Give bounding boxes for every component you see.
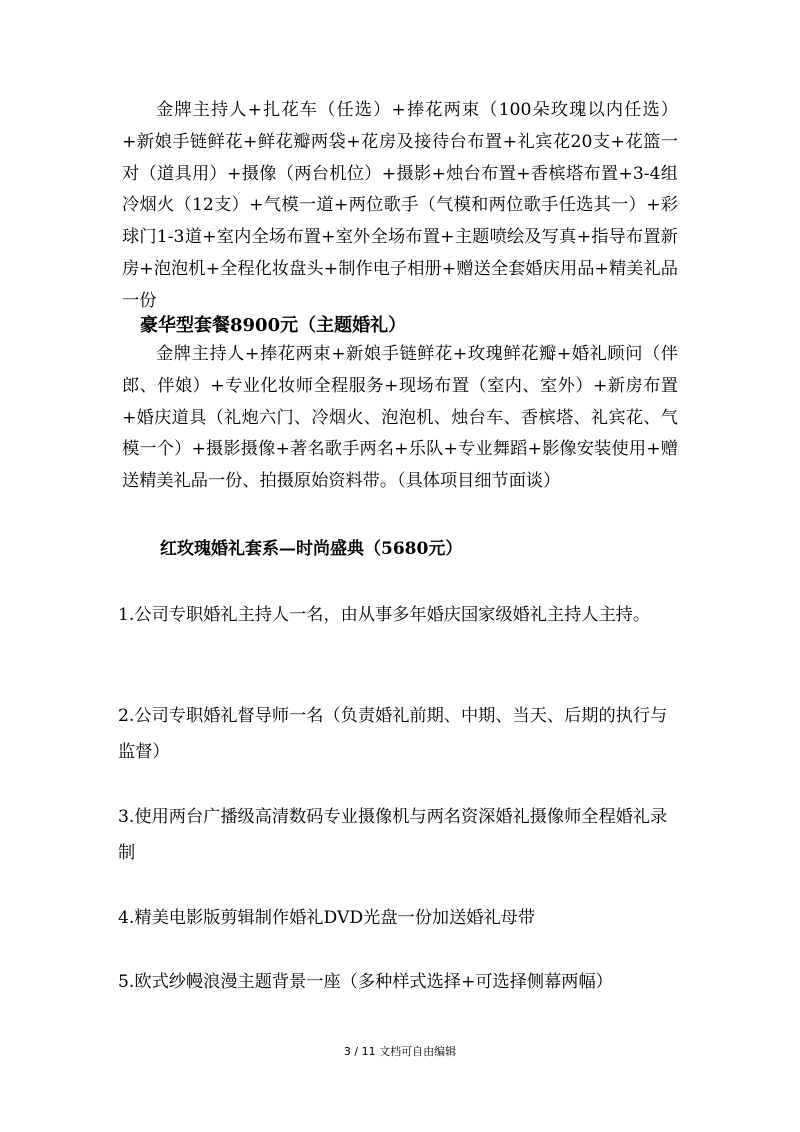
list-item: 2.公司专职婚礼督导师一名（负责婚礼前期、中期、当天、后期的执行与监督） — [118, 706, 668, 762]
list-item: 4.精美电影版剪辑制作婚礼DVD光盘一份加送婚礼母带 — [118, 908, 536, 928]
list-item: 1.公司专职婚礼主持人一名，由从事多年婚庆国家级婚礼主持人主持。 — [118, 605, 651, 625]
luxury-package-paragraph: 金牌主持人+捧花两束+新娘手链鲜花+玫瑰鲜花瓣+婚礼顾问（伴郎、伴娘）+专业化妆师全程服务+现场布置（室内、室外）+新房布置+婚庆道具（礼炮六门、冷烟火、泡泡机、烛台车、香槟塔、礼宾花、气模一个）+摄影摄像+著名歌手两名+乐队+专业舞蹈+影像安装使用+赠送精美礼品一份、拍摄原始资料带。（具体项目细节面谈） — [122, 344, 678, 492]
red-rose-package-heading: 红玫瑰婚礼套系—时尚盛典（5680元） — [160, 539, 463, 559]
package-description-paragraph: 金牌主持人+扎花车（任选）+捧花两束（100朵玫瑰以内任选）+新娘手链鲜花+鲜花瓣两袋+花房及接待台布置+礼宾花20支+花篮一对（道具用）+摄像（两台机位）+摄影+烛台布置+香槟塔布置+3-4组冷烟火（12支）+气模一道+两位歌手（气模和两位歌手任选其一）+彩球门1-3道+室内全场布置+室外全场布置+主题喷绘及写真+指导布置新房+泡泡机+全程化妆盘头+制作电子相册+赠送全套婚庆用品+精美礼品一份 — [122, 100, 678, 311]
luxury-package-heading: 豪华型套餐8900元（主题婚礼） — [140, 315, 407, 336]
list-item: 3.使用两台广播级高清数码专业摄像机与两名资深婚礼摄像师全程婚礼录制 — [118, 807, 668, 863]
page-footer: 3 / 11 文档可自由编辑 — [343, 1045, 457, 1058]
list-item: 5.欧式纱幔浪漫主题背景一座（多种样式选择+可选择侧幕两幅） — [118, 972, 613, 992]
